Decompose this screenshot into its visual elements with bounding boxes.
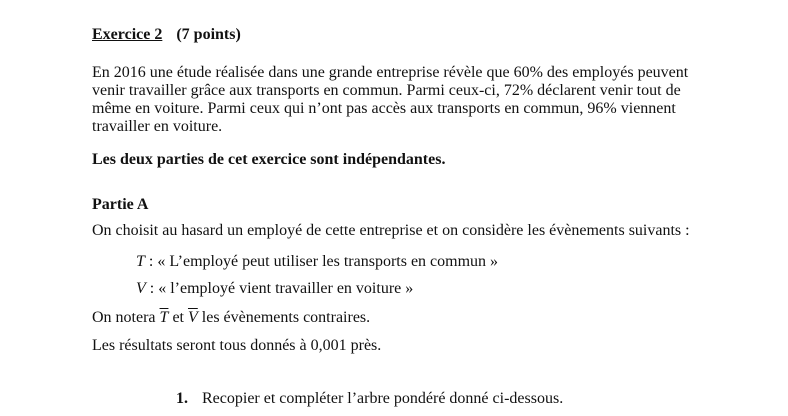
t-bar-symbol: $\overline{T}$: [159, 309, 169, 326]
exercise-points: (7 points): [176, 26, 241, 43]
part-a-heading: Partie A: [92, 196, 149, 213]
intro-line-2: venir travailler grâce aux transports en commun. Parmi ceux-ci, 72% déclarent venir tout de: [92, 82, 681, 99]
contrary-suffix: les évènements contraires.: [197, 309, 371, 326]
event-t-text: : « L’employé peut utiliser les transports en commun »: [144, 253, 499, 270]
intro-line-1: En 2016 une étude réalisée dans une grande entreprise révèle que 60% des employés peuvent: [92, 64, 689, 81]
contrary-prefix: On notera: [92, 309, 160, 326]
event-t-symbol: T: [136, 253, 145, 270]
intro-line-3: même en voiture. Parmi ceux qui n’ont pas accès aux transports en commun, 96% viennent: [92, 100, 676, 117]
contrary-mid: et: [168, 309, 188, 326]
intro-line-4: travailler en voiture.: [92, 118, 223, 135]
event-v-text: : « l’employé vient travailler en voiture »: [145, 280, 414, 297]
event-t: [136, 253, 498, 271]
question-number: 1.: [176, 390, 188, 407]
exercise-header: [92, 26, 241, 44]
independence-note: Les deux parties de cet exercice sont indépendantes.: [92, 151, 446, 168]
v-bar-symbol: $\overline{V}$: [187, 309, 198, 326]
question-1: [176, 390, 563, 408]
event-v-symbol: V: [136, 280, 146, 297]
event-v: [136, 280, 413, 298]
precision-note: Les résultats seront tous donnés à 0,001 près.: [92, 337, 382, 354]
exercise-title: Exercice 2: [92, 26, 163, 43]
question-text: Recopier et compléter l’arbre pondéré donné ci-dessous.: [202, 390, 564, 407]
choice-sentence: On choisit au hasard un employé de cette entreprise et on considère les évènements suivants :: [92, 222, 690, 239]
contrary-events: [92, 309, 370, 327]
